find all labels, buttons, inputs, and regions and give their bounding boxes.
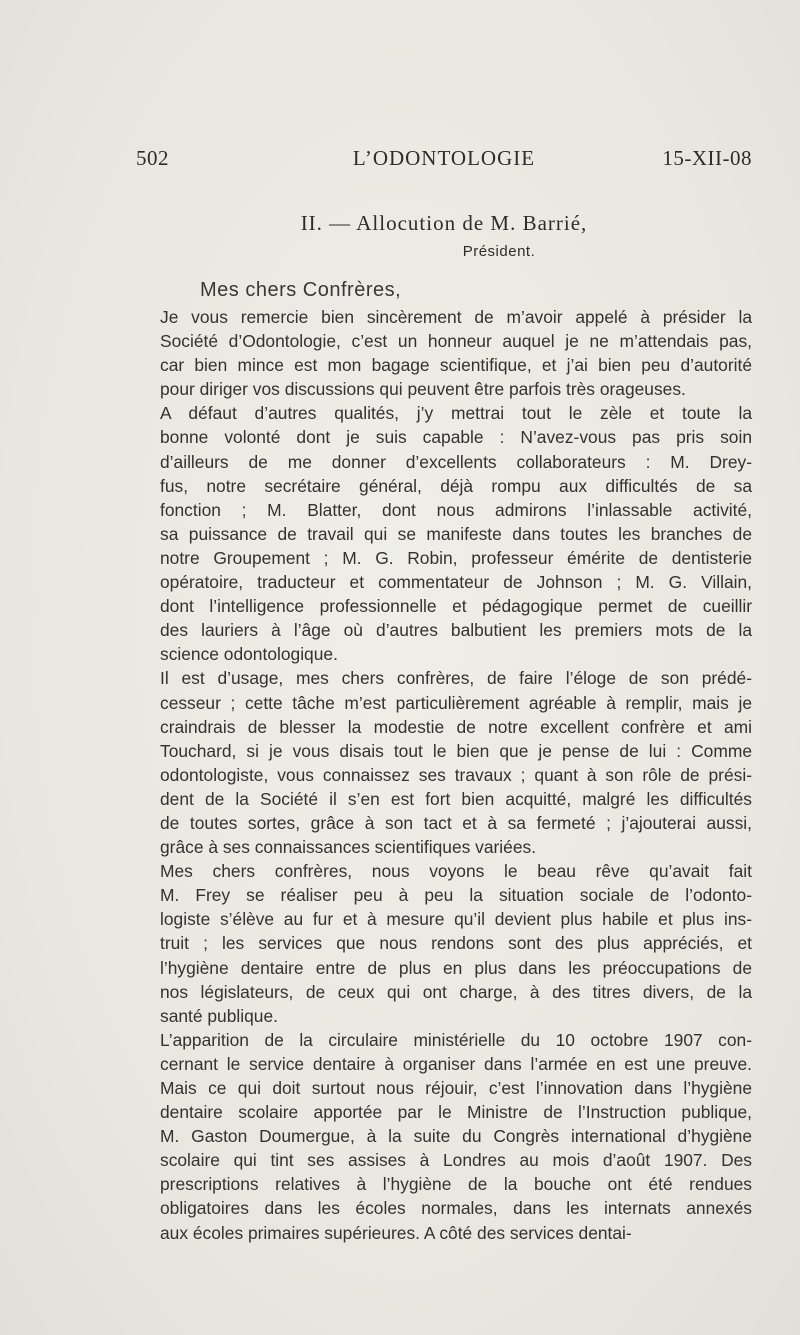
text-line: science odontologique. <box>160 644 338 665</box>
text-line: cernant le service dentaire à organiser dans l’armée en est une preuve. <box>160 1053 752 1074</box>
paragraph <box>136 859 752 1028</box>
text-line: l’hygiène dentaire entre de plus en plus dans les préoccupations de <box>160 957 752 978</box>
section-title: II. — Allocution de M. Barrié, <box>300 211 588 235</box>
text-line: nos législateurs, de ceux qui ont charge, à des titres divers, de la <box>160 981 752 1002</box>
text-line: sa puissance de travail qui se manifeste dans toutes les branches de <box>160 523 752 544</box>
text-line: M. Frey se réaliser peu à peu la situation sociale de l’odonto- <box>160 885 752 906</box>
body-text <box>136 305 752 1245</box>
paragraph <box>136 401 752 666</box>
text-line: fonction ; M. Blatter, dont nous admirons l’inlassable activité, <box>160 499 752 520</box>
journal-title: L’ODONTOLOGIE <box>352 146 536 170</box>
text-line: Mais ce qui doit surtout nous réjouir, c’est l’innovation dans l’hygiène <box>160 1078 752 1098</box>
text-line: fus, notre secrétaire général, déjà rompu aux difficultés de sa <box>160 475 752 496</box>
text-line: odontologiste, vous connaissez ses travaux ; quant à son rôle de prési- <box>160 764 752 785</box>
text-line: Mes chers confrères, nous voyons le beau rêve qu’avait fait <box>160 861 752 882</box>
text-line: bonne volonté dont je suis capable : N’avez-vous pas pris soin <box>160 427 752 448</box>
text-line: obligatoires dans les écoles normales, dans les internats annexés <box>160 1198 752 1219</box>
paragraph <box>136 1028 752 1245</box>
page-number: 502 <box>136 146 169 170</box>
text-line: d’ailleurs de me donner d’excellents collaborateurs : M. Drey- <box>160 451 752 472</box>
text-line: M. Gaston Doumergue, à la suite du Congrès international d’hygiène <box>160 1126 752 1147</box>
text-line: grâce à ses connaissances scientifiques variées. <box>160 837 537 858</box>
text-line: Il est d’usage, mes chers confrères, de faire l’éloge de son prédé- <box>160 668 752 689</box>
text-line: dent de la Société il s’en est fort bien acquitté, malgré les difficultés <box>160 788 752 809</box>
text-line: prescriptions relatives à l’hygiène de la bouche ont été rendues <box>160 1174 752 1195</box>
text-line: car bien mince est mon bagage scientifique, et j’ai bien peu d’autorité <box>160 355 752 376</box>
issue-date: 15-XII-08 <box>662 146 752 170</box>
text-line: scolaire qui tint ses assises à Londres au mois d’août 1907. Des <box>160 1150 752 1171</box>
text-line: aux écoles primaires supérieures. A côté des services dentai- <box>160 1222 632 1243</box>
paragraph <box>136 305 752 401</box>
paragraph <box>136 666 752 859</box>
text-line: des lauriers à l’âge où d’autres balbutient les premiers mots de la <box>160 620 752 641</box>
text-line: Société d’Odontologie, c’est un honneur auquel je ne m’attendais pas, <box>160 331 752 352</box>
text-line: logiste s’élève au fur et à mesure qu’il devient plus habile et plus ins- <box>160 909 752 930</box>
text-line: Touchard, si je vous disais tout le bien que je pense de lui : Comme <box>160 740 752 761</box>
text-line: de toutes sortes, grâce à son tact et à sa fermeté ; j’ajouterai aussi, <box>160 812 752 833</box>
text-line: cesseur ; cette tâche m’est particulièrement agréable à remplir, mais je <box>160 692 752 713</box>
salutation: Mes chers Confrères, <box>200 279 402 301</box>
text-line: truit ; les services que nous rendons sont des plus appréciés, et <box>160 933 752 954</box>
text-line: dentaire scolaire apportée par le Ministre de l’Instruction publique, <box>160 1102 752 1123</box>
text-line: dont l’intelligence professionnelle et pédagogique permet de cueillir <box>160 596 752 617</box>
section-subtitle: Président. <box>462 243 536 260</box>
text-line: pour diriger vos discussions qui peuvent être parfois très orageuses. <box>160 379 686 400</box>
text-line: santé publique. <box>160 1005 278 1026</box>
text-line: opératoire, traducteur et commentateur de Johnson ; M. G. Villain, <box>160 572 752 593</box>
text-line: craindrais de blesser la modestie de notre excellent confrère et ami <box>160 716 752 737</box>
text-line: notre Groupement ; M. G. Robin, professeur émérite de dentisterie <box>160 547 752 568</box>
running-header <box>136 146 752 176</box>
text-line: L’apparition de la circulaire ministérielle du 10 octobre 1907 con- <box>160 1029 752 1050</box>
text-line: Je vous remercie bien sincèrement de m’avoir appelé à présider la <box>160 307 752 327</box>
text-line: A défaut d’autres qualités, j’y mettrai tout le zèle et toute la <box>160 403 752 424</box>
